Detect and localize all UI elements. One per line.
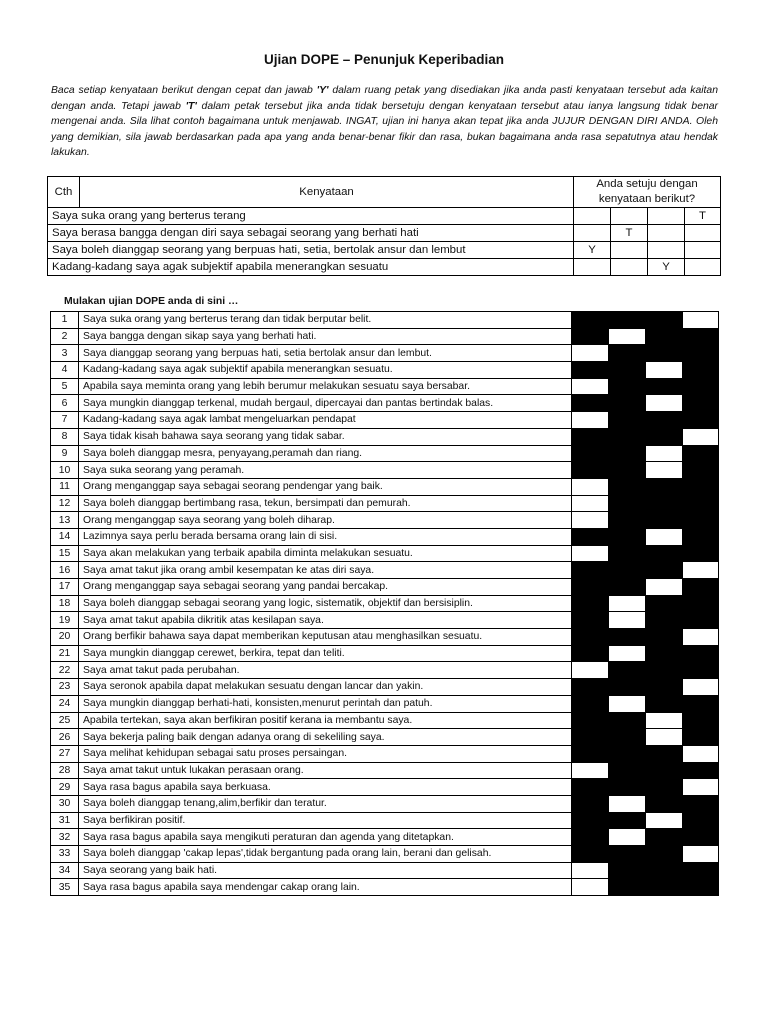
blocked-box bbox=[646, 328, 683, 345]
quiz-row-number: 20 bbox=[51, 629, 79, 646]
quiz-row-number: 3 bbox=[51, 345, 79, 362]
quiz-statement: Saya suka seorang yang peramah. bbox=[79, 462, 572, 479]
blocked-box bbox=[683, 445, 719, 462]
quiz-statement: Saya boleh dianggap sebagai seorang yang logic, sistematik, objektif dan bersisiplin. bbox=[79, 595, 572, 612]
answer-box[interactable] bbox=[572, 345, 609, 362]
example-answer-cell: Y bbox=[574, 242, 611, 259]
example-answer-cell bbox=[574, 259, 611, 276]
blocked-box bbox=[609, 428, 646, 445]
example-answer-cell: T bbox=[611, 225, 648, 242]
example-row bbox=[48, 242, 721, 259]
quiz-row-number: 18 bbox=[51, 595, 79, 612]
quiz-row bbox=[51, 829, 719, 846]
answer-box[interactable] bbox=[572, 762, 609, 779]
example-row bbox=[48, 208, 721, 225]
blocked-box bbox=[609, 345, 646, 362]
answer-box[interactable] bbox=[609, 645, 646, 662]
answer-box[interactable] bbox=[609, 595, 646, 612]
answer-box[interactable] bbox=[683, 745, 719, 762]
blocked-box bbox=[572, 362, 609, 379]
quiz-statement: Saya seronok apabila dapat melakukan sesuatu dengan lancar dan yakin. bbox=[79, 679, 572, 696]
blocked-box bbox=[646, 745, 683, 762]
example-statement: Kadang-kadang saya agak subjektif apabila menerangkan sesuatu bbox=[48, 259, 574, 276]
blocked-box bbox=[572, 829, 609, 846]
blocked-box bbox=[646, 612, 683, 629]
quiz-row-number: 9 bbox=[51, 445, 79, 462]
example-row bbox=[48, 225, 721, 242]
answer-box[interactable] bbox=[646, 528, 683, 545]
blocked-box bbox=[572, 562, 609, 579]
blocked-box bbox=[646, 345, 683, 362]
blocked-box bbox=[572, 745, 609, 762]
blocked-box bbox=[683, 362, 719, 379]
quiz-rows bbox=[51, 312, 719, 896]
example-answer-cell bbox=[574, 208, 611, 225]
blocked-box bbox=[572, 695, 609, 712]
blocked-box bbox=[646, 629, 683, 646]
quiz-statement: Saya tidak kisah bahawa saya seorang yang tidak sabar. bbox=[79, 428, 572, 445]
quiz-statement: Saya boleh dianggap bertimbang rasa, tekun, bersimpati dan pemurah. bbox=[79, 495, 572, 512]
quiz-row-number: 10 bbox=[51, 462, 79, 479]
quiz-row-number: 12 bbox=[51, 495, 79, 512]
quiz-row bbox=[51, 345, 719, 362]
blocked-box bbox=[609, 512, 646, 529]
blocked-box bbox=[683, 495, 719, 512]
blocked-box bbox=[572, 595, 609, 612]
example-answer-cell bbox=[574, 225, 611, 242]
quiz-row-number: 25 bbox=[51, 712, 79, 729]
quiz-row bbox=[51, 846, 719, 863]
quiz-statement: Saya bangga dengan sikap saya yang berhati hati. bbox=[79, 328, 572, 345]
instructions-text-3: dalam petak tersebut jika anda tidak bersetuju dengan kenyataan tersebut atau ianya langsung tidak benar mengenai anda. Sila lihat contoh bagaimana untuk menjawab. INGAT, ujian ini hanya akan tepat jika anda JUJUR DENGAN DIRI ANDA. Oleh yang demikian, sila jawab berdasarkan pada apa yang anda benar-benar fikir dan rasa, bukan bagaimana anda rasa sepatutnya atau hendak lakukan. bbox=[51, 100, 718, 159]
quiz-row-number: 8 bbox=[51, 428, 79, 445]
quiz-table bbox=[50, 311, 719, 896]
quiz-statement: Orang menganggap saya sebagai seorang yang pandai bercakap. bbox=[79, 579, 572, 596]
blocked-box bbox=[609, 712, 646, 729]
instructions-paragraph bbox=[51, 83, 718, 161]
answer-box[interactable] bbox=[646, 395, 683, 412]
blocked-box bbox=[683, 862, 719, 879]
answer-box[interactable] bbox=[572, 879, 609, 896]
blocked-box bbox=[572, 395, 609, 412]
blocked-box bbox=[572, 312, 609, 329]
blocked-box bbox=[646, 478, 683, 495]
blocked-box bbox=[683, 812, 719, 829]
quiz-row-number: 24 bbox=[51, 695, 79, 712]
quiz-row-number: 34 bbox=[51, 862, 79, 879]
quiz-statement: Saya boleh dianggap 'cakap lepas',tidak bergantung pada orang lain, berani dan gelisah. bbox=[79, 846, 572, 863]
answer-box[interactable] bbox=[572, 495, 609, 512]
quiz-statement: Saya amat takut pada perubahan. bbox=[79, 662, 572, 679]
blocked-box bbox=[572, 729, 609, 746]
answer-box[interactable] bbox=[683, 779, 719, 796]
blocked-box bbox=[683, 595, 719, 612]
blocked-box bbox=[646, 495, 683, 512]
quiz-row-number: 26 bbox=[51, 729, 79, 746]
quiz-row-number: 27 bbox=[51, 745, 79, 762]
answer-box[interactable] bbox=[609, 612, 646, 629]
blocked-box bbox=[646, 662, 683, 679]
answer-box[interactable] bbox=[609, 795, 646, 812]
answer-box[interactable] bbox=[572, 378, 609, 395]
blocked-box bbox=[572, 579, 609, 596]
blocked-box bbox=[683, 378, 719, 395]
quiz-row bbox=[51, 428, 719, 445]
quiz-statement: Saya bekerja paling baik dengan adanya orang di sekeliling saya. bbox=[79, 729, 572, 746]
quiz-statement: Apabila saya meminta orang yang lebih berumur melakukan sesuatu saya bersabar. bbox=[79, 378, 572, 395]
quiz-row bbox=[51, 779, 719, 796]
quiz-statement: Saya mungkin dianggap cerewet, berkira, tepat dan teliti. bbox=[79, 645, 572, 662]
example-answer-cell: T bbox=[685, 208, 721, 225]
quiz-statement: Saya mungkin dianggap berhati-hati, konsisten,menurut perintah dan patuh. bbox=[79, 695, 572, 712]
quiz-statement: Saya rasa bagus apabila saya berkuasa. bbox=[79, 779, 572, 796]
blocked-box bbox=[683, 528, 719, 545]
quiz-row-number: 32 bbox=[51, 829, 79, 846]
quiz-row bbox=[51, 312, 719, 329]
quiz-statement: Saya boleh dianggap tenang,alim,berfikir dan teratur. bbox=[79, 795, 572, 812]
quiz-statement: Orang menganggap saya sebagai seorang pendengar yang baik. bbox=[79, 478, 572, 495]
quiz-row-number: 31 bbox=[51, 812, 79, 829]
blocked-box bbox=[646, 562, 683, 579]
quiz-statement: Saya melihat kehidupan sebagai satu proses persaingan. bbox=[79, 745, 572, 762]
blocked-box bbox=[609, 846, 646, 863]
quiz-row bbox=[51, 679, 719, 696]
blocked-box bbox=[646, 695, 683, 712]
example-header-statement: Kenyataan bbox=[80, 177, 574, 208]
example-header-num: Cth bbox=[48, 177, 80, 208]
blocked-box bbox=[572, 612, 609, 629]
quiz-statement: Saya amat takut untuk lukakan perasaan orang. bbox=[79, 762, 572, 779]
blocked-box bbox=[646, 512, 683, 529]
quiz-row-number: 2 bbox=[51, 328, 79, 345]
blocked-box bbox=[609, 729, 646, 746]
answer-box[interactable] bbox=[683, 629, 719, 646]
quiz-statement: Kadang-kadang saya agak lambat mengeluarkan pendapat bbox=[79, 412, 572, 429]
example-answer-cell bbox=[685, 242, 721, 259]
quiz-row-number: 23 bbox=[51, 679, 79, 696]
blocked-box bbox=[646, 545, 683, 562]
quiz-statement: Saya boleh dianggap mesra, penyayang,peramah dan riang. bbox=[79, 445, 572, 462]
blocked-box bbox=[609, 679, 646, 696]
blocked-box bbox=[609, 528, 646, 545]
quiz-row-number: 14 bbox=[51, 528, 79, 545]
blocked-box bbox=[572, 712, 609, 729]
instructions-y-marker: 'Y' bbox=[316, 85, 329, 96]
blocked-box bbox=[683, 579, 719, 596]
quiz-statement: Orang menganggap saya seorang yang boleh diharap. bbox=[79, 512, 572, 529]
blocked-box bbox=[683, 712, 719, 729]
blocked-box bbox=[609, 495, 646, 512]
blocked-box bbox=[609, 545, 646, 562]
quiz-row bbox=[51, 762, 719, 779]
answer-box[interactable] bbox=[683, 562, 719, 579]
example-answer-cell bbox=[648, 208, 685, 225]
example-answer-cell bbox=[685, 259, 721, 276]
quiz-statement: Saya seorang yang baik hati. bbox=[79, 862, 572, 879]
example-statement: Saya boleh dianggap seorang yang berpuas hati, setia, bertolak ansur dan lembut bbox=[48, 242, 574, 259]
blocked-box bbox=[646, 829, 683, 846]
blocked-box bbox=[609, 478, 646, 495]
blocked-box bbox=[646, 679, 683, 696]
quiz-statement: Lazimnya saya perlu berada bersama orang lain di sisi. bbox=[79, 528, 572, 545]
blocked-box bbox=[683, 762, 719, 779]
quiz-row-number: 35 bbox=[51, 879, 79, 896]
quiz-row-number: 33 bbox=[51, 846, 79, 863]
blocked-box bbox=[683, 612, 719, 629]
blocked-box bbox=[683, 412, 719, 429]
quiz-statement: Kadang-kadang saya agak subjektif apabila menerangkan sesuatu. bbox=[79, 362, 572, 379]
blocked-box bbox=[609, 562, 646, 579]
blocked-box bbox=[646, 428, 683, 445]
blocked-box bbox=[572, 428, 609, 445]
blocked-box bbox=[646, 862, 683, 879]
blocked-box bbox=[572, 812, 609, 829]
example-answer-cell bbox=[648, 225, 685, 242]
quiz-statement: Saya amat takut apabila dikritik atas kesilapan saya. bbox=[79, 612, 572, 629]
quiz-row-number: 6 bbox=[51, 395, 79, 412]
instructions-text-2: dalam ruang petak yang disediakan jika anda pasti kenyataan tersebut ada kaitan dengan anda. Tetapi jawab bbox=[51, 85, 718, 112]
example-answer-cell bbox=[611, 242, 648, 259]
blocked-box bbox=[646, 312, 683, 329]
quiz-row-number: 1 bbox=[51, 312, 79, 329]
blocked-box bbox=[683, 645, 719, 662]
quiz-row bbox=[51, 629, 719, 646]
quiz-row-number: 16 bbox=[51, 562, 79, 579]
answer-box[interactable] bbox=[646, 445, 683, 462]
answer-box[interactable] bbox=[572, 512, 609, 529]
example-answer-cell bbox=[648, 242, 685, 259]
page-title: Ujian DOPE – Penunjuk Keperibadian bbox=[263, 52, 505, 67]
quiz-row-number: 15 bbox=[51, 545, 79, 562]
quiz-row bbox=[51, 362, 719, 379]
answer-box[interactable] bbox=[572, 862, 609, 879]
example-statement: Saya berasa bangga dengan diri saya sebagai seorang yang berhati hati bbox=[48, 225, 574, 242]
answer-box[interactable] bbox=[572, 478, 609, 495]
quiz-row bbox=[51, 395, 719, 412]
answer-box[interactable] bbox=[683, 846, 719, 863]
example-row bbox=[48, 259, 721, 276]
blocked-box bbox=[609, 779, 646, 796]
quiz-row-number: 29 bbox=[51, 779, 79, 796]
blocked-box bbox=[646, 795, 683, 812]
example-answer-cell bbox=[611, 259, 648, 276]
blocked-box bbox=[572, 679, 609, 696]
blocked-box bbox=[646, 645, 683, 662]
quiz-statement: Saya dianggap seorang yang berpuas hati, setia bertolak ansur dan lembut. bbox=[79, 345, 572, 362]
quiz-statement: Apabila tertekan, saya akan berfikiran positif kerana ia membantu saya. bbox=[79, 712, 572, 729]
quiz-row bbox=[51, 495, 719, 512]
blocked-box bbox=[609, 462, 646, 479]
quiz-statement: Saya amat takut jika orang ambil kesempatan ke atas diri saya. bbox=[79, 562, 572, 579]
blocked-box bbox=[609, 862, 646, 879]
quiz-row-number: 30 bbox=[51, 795, 79, 812]
blocked-box bbox=[609, 579, 646, 596]
blocked-box bbox=[572, 328, 609, 345]
blocked-box bbox=[572, 846, 609, 863]
blocked-box bbox=[609, 445, 646, 462]
answer-box[interactable] bbox=[609, 328, 646, 345]
blocked-box bbox=[609, 378, 646, 395]
answer-box[interactable] bbox=[646, 362, 683, 379]
quiz-row bbox=[51, 812, 719, 829]
instructions-t-marker: 'T' bbox=[185, 100, 197, 112]
blocked-box bbox=[683, 512, 719, 529]
answer-box[interactable] bbox=[609, 695, 646, 712]
quiz-row bbox=[51, 378, 719, 395]
quiz-row-number: 17 bbox=[51, 579, 79, 596]
blocked-box bbox=[609, 879, 646, 896]
answer-box[interactable] bbox=[683, 428, 719, 445]
quiz-row bbox=[51, 545, 719, 562]
quiz-row-number: 5 bbox=[51, 378, 79, 395]
blocked-box bbox=[609, 762, 646, 779]
quiz-row bbox=[51, 512, 719, 529]
example-table bbox=[47, 176, 721, 276]
blocked-box bbox=[572, 795, 609, 812]
quiz-row bbox=[51, 478, 719, 495]
quiz-statement: Saya rasa bagus apabila saya mengikuti peraturan dan agenda yang ditetapkan. bbox=[79, 829, 572, 846]
quiz-statement: Saya akan melakukan yang terbaik apabila diminta melakukan sesuatu. bbox=[79, 545, 572, 562]
blocked-box bbox=[683, 879, 719, 896]
answer-box[interactable] bbox=[572, 545, 609, 562]
quiz-row bbox=[51, 579, 719, 596]
example-answer-cell: Y bbox=[648, 259, 685, 276]
quiz-row bbox=[51, 612, 719, 629]
answer-box[interactable] bbox=[646, 812, 683, 829]
blocked-box bbox=[609, 812, 646, 829]
blocked-box bbox=[572, 629, 609, 646]
blocked-box bbox=[646, 846, 683, 863]
blocked-box bbox=[646, 595, 683, 612]
answer-box[interactable] bbox=[572, 662, 609, 679]
blocked-box bbox=[572, 528, 609, 545]
blocked-box bbox=[683, 345, 719, 362]
blocked-box bbox=[572, 779, 609, 796]
example-statement: Saya suka orang yang berterus terang bbox=[48, 208, 574, 225]
quiz-row bbox=[51, 412, 719, 429]
blocked-box bbox=[609, 412, 646, 429]
blocked-box bbox=[572, 645, 609, 662]
answer-box[interactable] bbox=[683, 679, 719, 696]
answer-box[interactable] bbox=[646, 579, 683, 596]
quiz-row bbox=[51, 745, 719, 762]
quiz-row-number: 19 bbox=[51, 612, 79, 629]
blocked-box bbox=[609, 662, 646, 679]
quiz-row bbox=[51, 328, 719, 345]
blocked-box bbox=[683, 478, 719, 495]
blocked-box bbox=[646, 378, 683, 395]
answer-box[interactable] bbox=[683, 312, 719, 329]
quiz-row bbox=[51, 528, 719, 545]
blocked-box bbox=[572, 462, 609, 479]
quiz-row bbox=[51, 879, 719, 896]
blocked-box bbox=[683, 729, 719, 746]
blocked-box bbox=[646, 412, 683, 429]
answer-box[interactable] bbox=[572, 412, 609, 429]
quiz-statement: Saya mungkin dianggap terkenal, mudah bergaul, dipercayai dan pantas bertindak balas. bbox=[79, 395, 572, 412]
quiz-row bbox=[51, 445, 719, 462]
blocked-box bbox=[683, 795, 719, 812]
example-rows bbox=[48, 208, 721, 276]
blocked-box bbox=[646, 762, 683, 779]
blocked-box bbox=[609, 629, 646, 646]
quiz-row bbox=[51, 562, 719, 579]
quiz-row bbox=[51, 462, 719, 479]
quiz-row-number: 4 bbox=[51, 362, 79, 379]
blocked-box bbox=[609, 395, 646, 412]
quiz-row bbox=[51, 695, 719, 712]
answer-box[interactable] bbox=[646, 729, 683, 746]
quiz-row-number: 22 bbox=[51, 662, 79, 679]
quiz-row bbox=[51, 595, 719, 612]
blocked-box bbox=[646, 779, 683, 796]
quiz-row-number: 11 bbox=[51, 478, 79, 495]
instructions-text-1: Baca setiap kenyataan berikut dengan cepat dan jawab bbox=[51, 85, 317, 96]
quiz-row bbox=[51, 795, 719, 812]
answer-box[interactable] bbox=[646, 462, 683, 479]
blocked-box bbox=[683, 462, 719, 479]
quiz-row bbox=[51, 712, 719, 729]
example-header-agree: Anda setuju dengan kenyataan berikut? bbox=[574, 177, 721, 208]
quiz-row-number: 28 bbox=[51, 762, 79, 779]
quiz-row bbox=[51, 645, 719, 662]
example-answer-cell bbox=[685, 225, 721, 242]
quiz-statement: Saya rasa bagus apabila saya mendengar cakap orang lain. bbox=[79, 879, 572, 896]
blocked-box bbox=[683, 695, 719, 712]
blocked-box bbox=[683, 829, 719, 846]
quiz-row bbox=[51, 662, 719, 679]
answer-box[interactable] bbox=[646, 712, 683, 729]
blocked-box bbox=[609, 362, 646, 379]
blocked-box bbox=[683, 662, 719, 679]
answer-box[interactable] bbox=[609, 829, 646, 846]
quiz-row-number: 7 bbox=[51, 412, 79, 429]
quiz-statement: Saya berfikiran positif. bbox=[79, 812, 572, 829]
example-answer-cell bbox=[611, 208, 648, 225]
blocked-box bbox=[683, 395, 719, 412]
quiz-row-number: 21 bbox=[51, 645, 79, 662]
quiz-statement: Orang berfikir bahawa saya dapat memberikan keputusan atau menghasilkan sesuatu. bbox=[79, 629, 572, 646]
quiz-row bbox=[51, 729, 719, 746]
blocked-box bbox=[646, 879, 683, 896]
blocked-box bbox=[609, 745, 646, 762]
blocked-box bbox=[609, 312, 646, 329]
blocked-box bbox=[572, 445, 609, 462]
quiz-row bbox=[51, 862, 719, 879]
blocked-box bbox=[683, 328, 719, 345]
quiz-row-number: 13 bbox=[51, 512, 79, 529]
quiz-statement: Saya suka orang yang berterus terang dan tidak berputar belit. bbox=[79, 312, 572, 329]
section-heading: Mulakan ujian DOPE anda di sini … bbox=[64, 296, 239, 307]
blocked-box bbox=[683, 545, 719, 562]
